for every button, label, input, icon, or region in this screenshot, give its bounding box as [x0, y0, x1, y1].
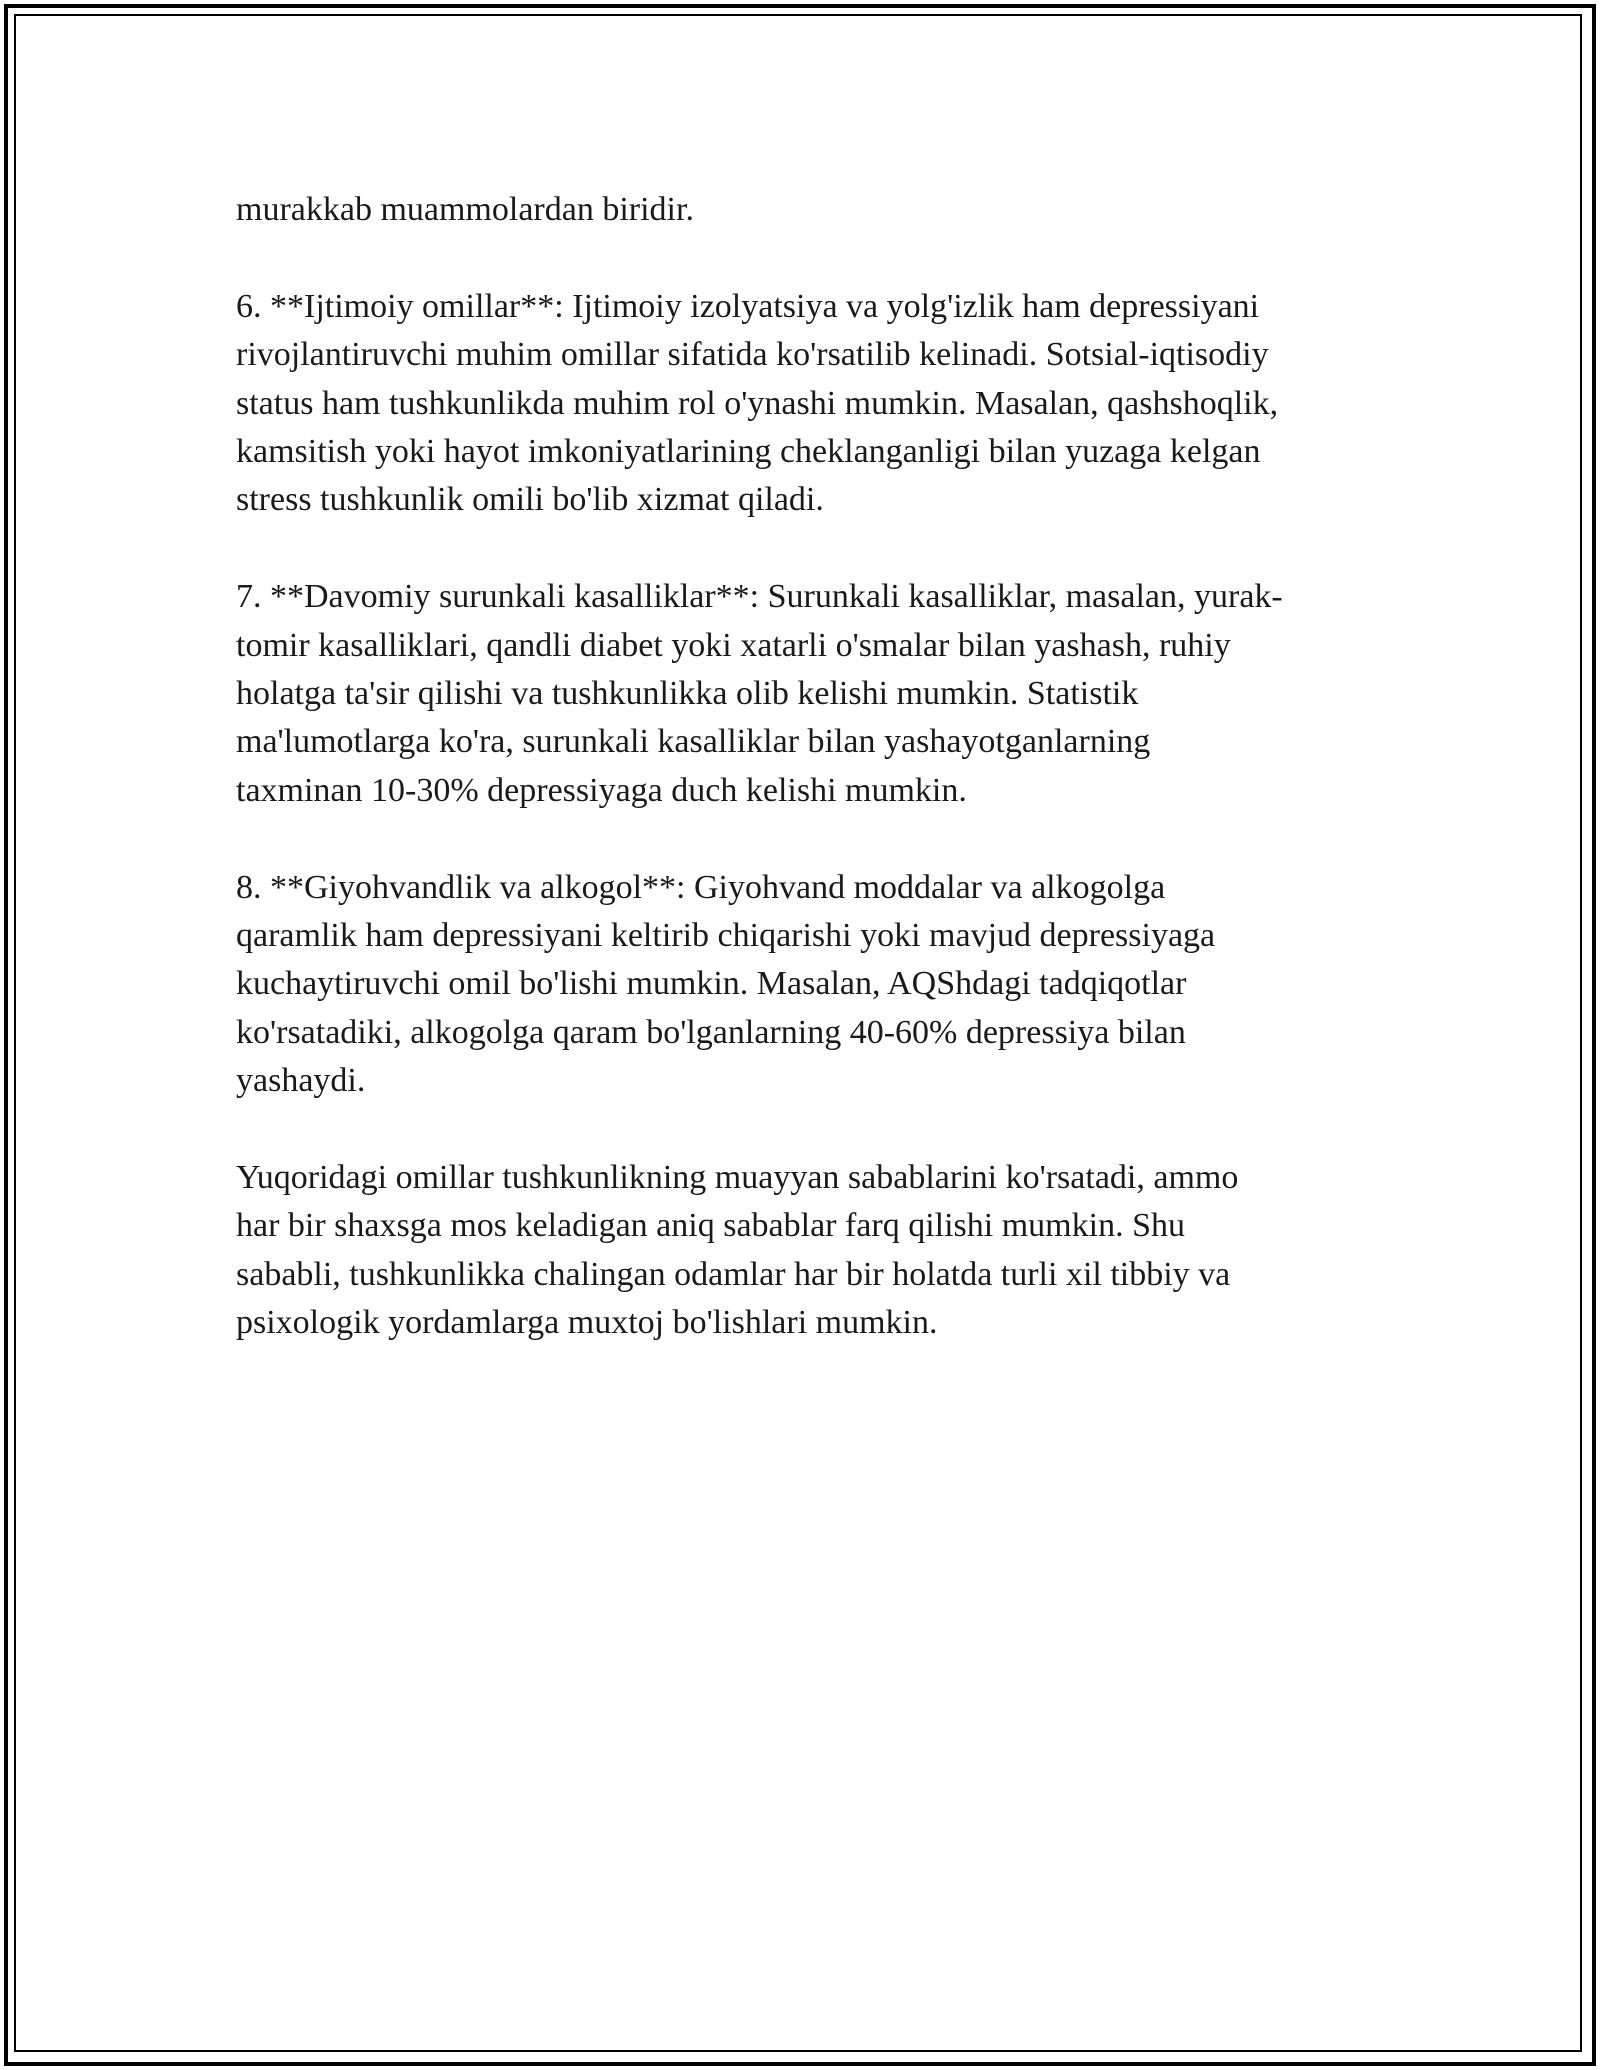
paragraph-social-factors: 6. **Ijtimoiy omillar**: Ijtimoiy izolyatsiya va yolg'izlik ham depressiyani rivojlantiruvchi muhim omillar sifatida ko'rsatilib kelinadi. Sotsial-iqtisodiy status ham tushkunlikda muhim rol o'ynashi mumkin. Masalan, qashshoqlik, kamsitish yoki hayot imkoniyatlarining cheklanganligi bilan yuzaga kelgan stress tushkunlik omili bo'lib xizmat qiladi. — [236, 287, 1279, 519]
paragraph-conclusion: Yuqoridagi omillar tushkunlikning muayyan sabablarini ko'rsatadi, ammo har bir shaxsga mos keladigan aniq sabablar farq qilishi mumkin. Shu sababli, tushkunlikka chalingan odamlar har bir holatda turli xil tibbiy va psixologik yordamlarga muxtoj bo'lishlari mumkin. — [236, 1159, 1239, 1342]
document-body — [236, 186, 1376, 1396]
paragraph-drugs-alcohol: 8. **Giyohvandlik va alkogol**: Giyohvand moddalar va alkogolga qaramlik ham depressiyani keltirib chiqarishi yoki mavjud depressiyaga kuchaytiruvchi omil bo'lishi mumkin. Masalan, AQShdagi tadqiqotlar ko'rsatadiki, alkogolga qaram bo'lganlarning 40-60% depressiya bilan yashaydi. — [236, 868, 1216, 1100]
paragraph-chronic-diseases: 7. **Davomiy surunkali kasalliklar**: Surunkali kasalliklar, masalan, yurak- tomir kasalliklari, qandli diabet yoki xatarli o'smalar bilan yashash, ruhiy holatga ta'sir qilishi va tushkunlikka olib kelishi mumkin. Statistik ma'lumotlarga ko'ra, surunkali kasalliklar bilan yashayotganlarning taxminan 10-30% depressiyaga duch kelishi mumkin. — [236, 578, 1283, 809]
paragraph-continuation: murakkab muammolardan biridir. — [236, 191, 694, 228]
